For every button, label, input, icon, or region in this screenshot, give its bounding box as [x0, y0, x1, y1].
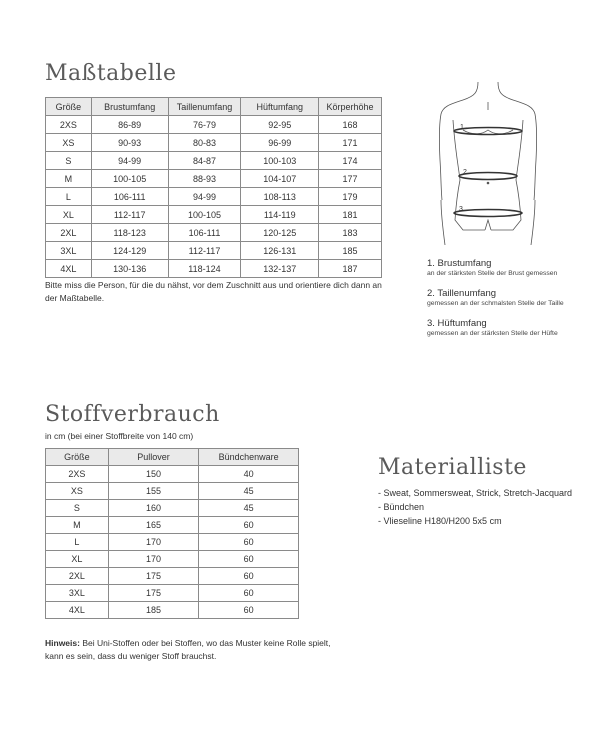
table-cell: 94-99 [91, 152, 168, 170]
table-cell: 106-111 [91, 188, 168, 206]
size-chart-header-row [46, 98, 382, 116]
body-measurement-figure [433, 80, 543, 250]
table-cell: M [46, 170, 92, 188]
table-cell: 60 [199, 517, 299, 534]
table-cell: 118-123 [91, 224, 168, 242]
table-cell: XS [46, 483, 109, 500]
table-cell: 2XL [46, 568, 109, 585]
legend-item-hip [427, 318, 597, 338]
table-cell: 114-119 [241, 206, 319, 224]
fabric-subtitle: in cm (bei einer Stoffbreite von 140 cm) [45, 431, 194, 441]
table-cell: 88-93 [168, 170, 241, 188]
table-cell: 60 [199, 602, 299, 619]
table-cell: 106-111 [168, 224, 241, 242]
legend-desc: gemessen an der stärksten Stelle der Hüfte [427, 330, 558, 337]
size-row [46, 134, 382, 152]
fabric-row [46, 466, 299, 483]
material-item: - Vlieseline H180/H200 5x5 cm [378, 516, 502, 526]
marker-3: 3 [459, 206, 463, 213]
table-cell: 4XL [46, 260, 92, 278]
table-cell: 181 [319, 206, 382, 224]
table-cell: 126-131 [241, 242, 319, 260]
fabric-row [46, 585, 299, 602]
legend-desc: gemessen an der schmalsten Stelle der Taille [427, 300, 564, 307]
table-cell: 108-113 [241, 188, 319, 206]
table-cell: 2XL [46, 224, 92, 242]
column-header: Pullover [108, 449, 199, 466]
column-header: Größe [46, 98, 92, 116]
table-cell: 96-99 [241, 134, 319, 152]
table-cell: 104-107 [241, 170, 319, 188]
table-cell: 94-99 [168, 188, 241, 206]
fabric-row [46, 500, 299, 517]
table-cell: 76-79 [168, 116, 241, 134]
fabric-title: Stoffverbrauch [45, 402, 220, 427]
fabric-row [46, 602, 299, 619]
table-cell: 112-117 [168, 242, 241, 260]
table-cell: 132-137 [241, 260, 319, 278]
fabric-row [46, 483, 299, 500]
table-cell: XL [46, 551, 109, 568]
table-cell: L [46, 534, 109, 551]
hint-text: Bei Uni-Stoffen oder bei Stoffen, wo das Muster keine Rolle spielt, kann es sein, dass du weniger Stoff brauchst. [45, 638, 331, 661]
table-cell: 171 [319, 134, 382, 152]
table-cell: 124-129 [91, 242, 168, 260]
table-cell: 120-125 [241, 224, 319, 242]
table-cell: 175 [108, 585, 199, 602]
table-cell: 60 [199, 534, 299, 551]
table-cell: 168 [319, 116, 382, 134]
table-cell: 130-136 [91, 260, 168, 278]
column-header: Bündchenware [199, 449, 299, 466]
table-cell: 112-117 [91, 206, 168, 224]
size-row [46, 206, 382, 224]
table-cell: 183 [319, 224, 382, 242]
table-cell: XL [46, 206, 92, 224]
table-cell: 2XS [46, 466, 109, 483]
waist-measure-line [459, 173, 517, 180]
table-cell: 100-103 [241, 152, 319, 170]
table-cell: 179 [319, 188, 382, 206]
table-cell: 86-89 [91, 116, 168, 134]
fabric-table [45, 448, 299, 619]
column-header: Körperhöhe [319, 98, 382, 116]
table-cell: 40 [199, 466, 299, 483]
table-cell: 3XL [46, 242, 92, 260]
table-cell: 185 [319, 242, 382, 260]
marker-1: 1 [460, 124, 464, 131]
table-cell: 155 [108, 483, 199, 500]
legend-title: 2. Taillenumfang [427, 288, 497, 299]
table-cell: 175 [108, 568, 199, 585]
size-chart-note: Bitte miss die Person, für die du nähst, vor dem Zuschnitt aus und orientiere dich dann an der Maßtabelle. [45, 280, 382, 303]
table-cell: 150 [108, 466, 199, 483]
table-cell: 92-95 [241, 116, 319, 134]
size-row [46, 242, 382, 260]
fabric-hint [45, 637, 345, 663]
column-header: Taillenumfang [168, 98, 241, 116]
table-cell: 118-124 [168, 260, 241, 278]
table-cell: 84-87 [168, 152, 241, 170]
fabric-row [46, 534, 299, 551]
column-header: Größe [46, 449, 109, 466]
size-row [46, 116, 382, 134]
size-row [46, 170, 382, 188]
table-cell: 60 [199, 568, 299, 585]
column-header: Brustumfang [91, 98, 168, 116]
table-cell: 100-105 [91, 170, 168, 188]
size-row [46, 152, 382, 170]
table-cell: 60 [199, 551, 299, 568]
table-cell: 45 [199, 500, 299, 517]
table-cell: 170 [108, 534, 199, 551]
legend-item-chest [427, 258, 597, 278]
table-cell: 2XS [46, 116, 92, 134]
table-cell: 174 [319, 152, 382, 170]
table-cell: 4XL [46, 602, 109, 619]
legend-item-waist [427, 288, 597, 308]
fabric-header-row [46, 449, 299, 466]
fabric-row [46, 568, 299, 585]
table-cell: M [46, 517, 109, 534]
size-chart-table [45, 97, 382, 278]
materials-list [378, 486, 572, 528]
fabric-row [46, 551, 299, 568]
table-cell: 80-83 [168, 134, 241, 152]
table-cell: 90-93 [91, 134, 168, 152]
hip-measure-line [454, 210, 522, 217]
table-cell: 60 [199, 585, 299, 602]
materials-title: Materialliste [378, 455, 527, 480]
table-cell: 165 [108, 517, 199, 534]
size-chart-title: Maßtabelle [45, 61, 177, 86]
table-cell: S [46, 500, 109, 517]
size-row [46, 224, 382, 242]
table-cell: 170 [108, 551, 199, 568]
marker-2: 2 [463, 169, 467, 176]
column-header: Hüftumfang [241, 98, 319, 116]
table-cell: 100-105 [168, 206, 241, 224]
table-cell: 185 [108, 602, 199, 619]
table-cell: S [46, 152, 92, 170]
legend-desc: an der stärksten Stelle der Brust gemessen [427, 270, 558, 277]
size-row [46, 188, 382, 206]
table-cell: 3XL [46, 585, 109, 602]
table-cell: 160 [108, 500, 199, 517]
material-item: - Sweat, Sommersweat, Strick, Stretch-Jacquard [378, 488, 573, 498]
table-cell: 45 [199, 483, 299, 500]
legend-title: 1. Brustumfang [427, 258, 492, 269]
fabric-row [46, 517, 299, 534]
table-cell: XS [46, 134, 92, 152]
material-item: - Bündchen [378, 502, 425, 512]
measurement-legend [427, 258, 597, 348]
hint-label: Hinweis: [45, 638, 80, 648]
legend-title: 3. Hüftumfang [427, 318, 487, 329]
table-cell: 177 [319, 170, 382, 188]
table-cell: L [46, 188, 92, 206]
table-cell: 187 [319, 260, 382, 278]
size-row [46, 260, 382, 278]
